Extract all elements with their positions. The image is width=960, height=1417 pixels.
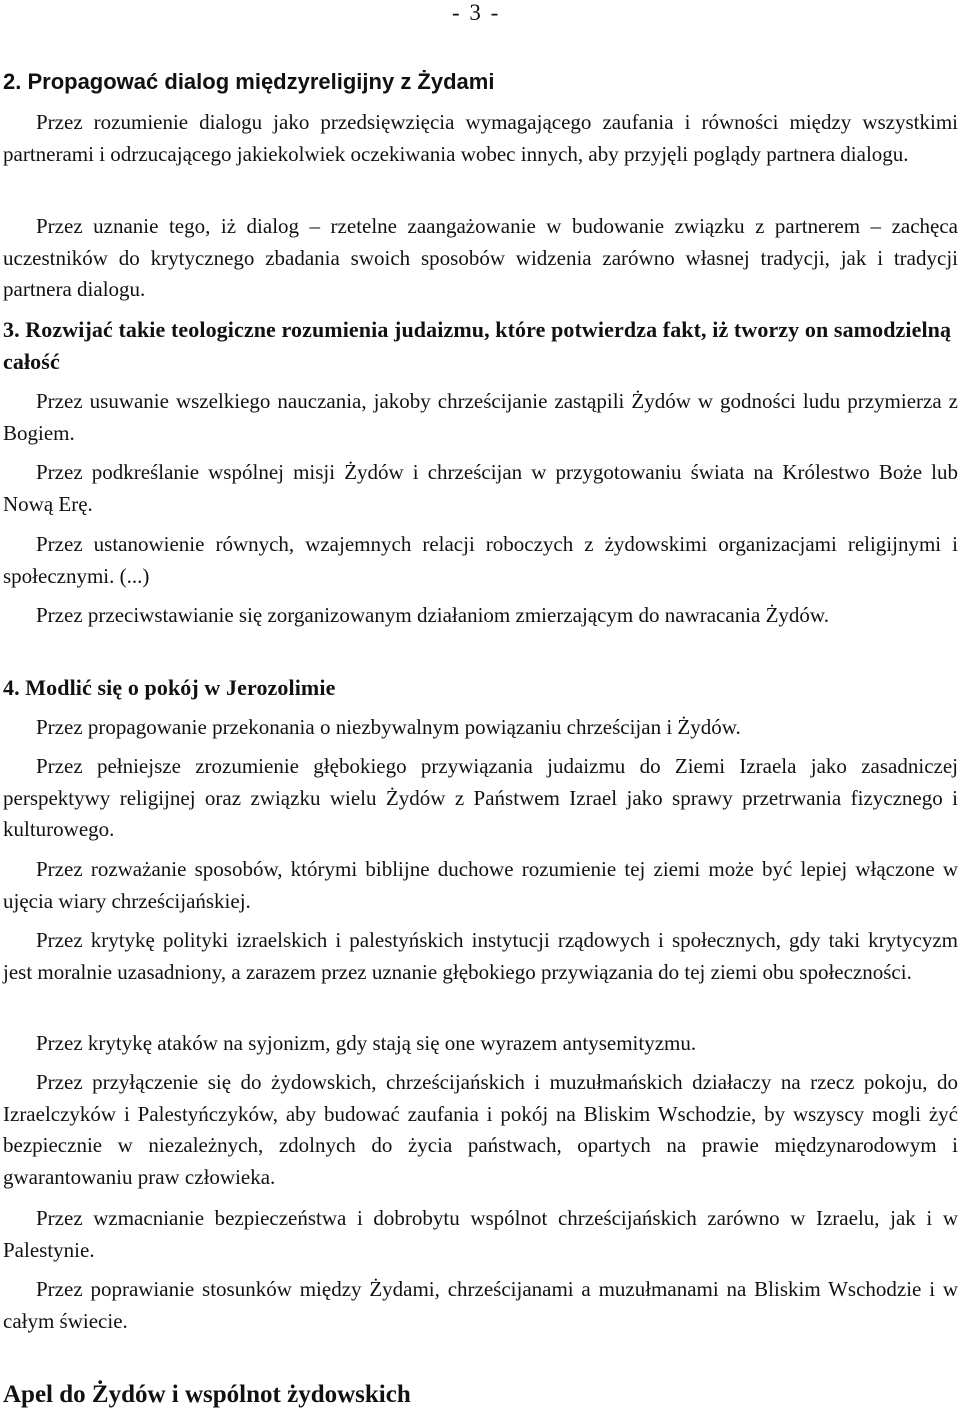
section-4-paragraph-5: Przez krytykę ataków na syjonizm, gdy stają się one wyrazem antysemityzmu. (36, 1031, 697, 1055)
section-4-paragraph-7: Przez wzmacnianie bezpieczeństwa i dobrobytu wspólnot chrześcijańskich zarówno w Izraelu, jak i w Palestynie. (3, 1206, 958, 1262)
section-3-paragraph-3: Przez ustanowienie równych, wzajemnych relacji roboczych z żydowskimi organizacjami religijnymi i społecznymi. (...) (3, 532, 958, 588)
section-4-paragraph-4: Przez krytykę polityki izraelskich i palestyńskich instytucji rządowych i społecznych, gdy taki krytycyzm jest moralnie uzasadniony, a zarazem przez uznanie głębokiego przywiązania do tej ziemi obu społeczności. (3, 928, 958, 984)
section-2-heading: 2. Propagować dialog międzyreligijny z Żydami (3, 69, 495, 94)
section-2-paragraph-2: Przez uznanie tego, iż dialog – rzetelne zaangażowanie w budowanie związku z partnerem – zachęca uczestników do krytycznego zbadania swoich sposobów widzenia zarówno własnej tradycji, jak i tradycji partnera dialogu. (3, 214, 958, 301)
section-4-heading: 4. Modlić się o pokój w Jerozolimie (3, 675, 336, 700)
section-3-heading: 3. Rozwijać takie teologiczne rozumienia judaizmu, które potwierdza fakt, iż tworzy on samodzielną całość (3, 317, 952, 374)
section-3-paragraph-2: Przez podkreślanie wspólnej misji Żydów i chrześcijan w przygotowaniu świata na Królestwo Boże lub Nową Erę. (3, 460, 958, 516)
section-4-paragraph-2: Przez pełniejsze zrozumienie głębokiego przywiązania judaizmu do Ziemi Izraela jako zasadniczej perspektywy religijnej oraz związku wielu Żydów z Państwem Izrael jako sprawy przetrwania fizycznego i kulturowego. (3, 754, 958, 841)
section-3-paragraph-1: Przez usuwanie wszelkiego nauczania, jakoby chrześcijanie zastąpili Żydów w godności ludu przymierza z Bogiem. (3, 389, 958, 445)
section-3-paragraph-4: Przez przeciwstawianie się zorganizowanym działaniom zmierzającym do nawracania Żydów. (36, 603, 829, 627)
section-4-paragraph-6: Przez przyłączenie się do żydowskich, chrześcijańskich i muzułmańskich działaczy na rzecz pokoju, do Izraelczyków i Palestyńczyków, aby budować zaufania i pokój na Bliskim Wschodzie, by wszyscy mogli żyć bezpiecznie w niezależnych, zdolnych do życia państwach, opartych na prawie międzynarodowym i gwarantowaniu praw człowieka. (3, 1070, 958, 1189)
section-4-paragraph-8: Przez poprawianie stosunków między Żydami, chrześcijanami a muzułmanami na Bliskim Wschodzie i w całym świecie. (3, 1277, 958, 1333)
appeal-heading: Apel do Żydów i wspólnot żydowskich (3, 1381, 411, 1408)
section-4-paragraph-3: Przez rozważanie sposobów, którymi biblijne duchowe rozumienie tej ziemi może być lepiej włączone w ujęcia wiary chrześcijańskiej. (3, 857, 958, 913)
section-2-paragraph-1: Przez rozumienie dialogu jako przedsięwzięcia wymagającego zaufania i równości między wszystkimi partnerami i odrzucającego jakiekolwiek oczekiwania wobec innych, aby przyjęli poglądy partnera dialogu. (3, 110, 958, 166)
page-number: - 3 - (452, 0, 501, 25)
section-4-paragraph-1: Przez propagowanie przekonania o niezbywalnym powiązaniu chrześcijan i Żydów. (36, 715, 741, 739)
